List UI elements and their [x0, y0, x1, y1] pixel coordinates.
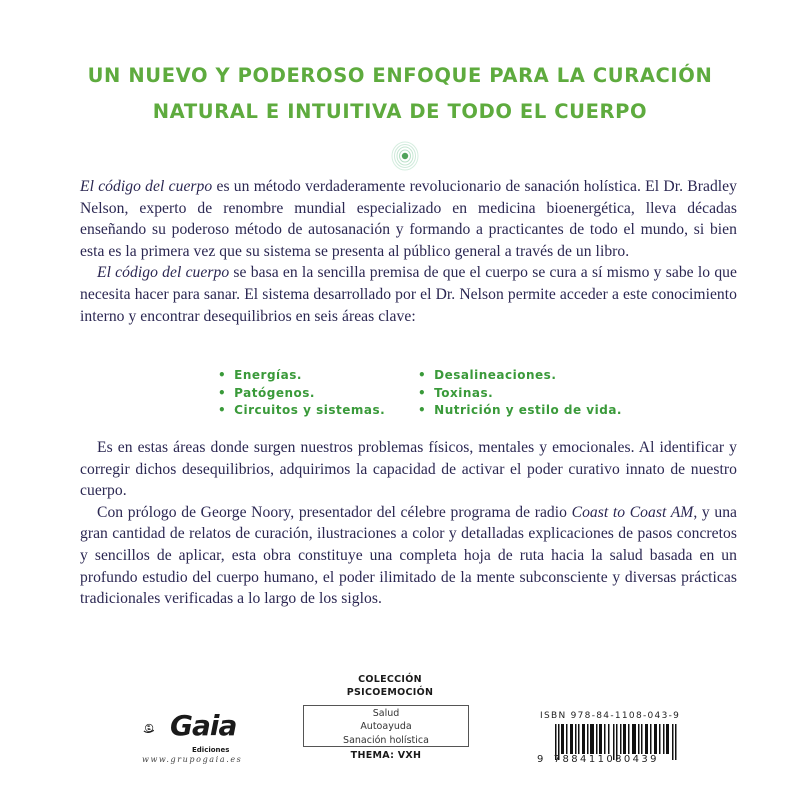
- category: Salud: [372, 708, 400, 719]
- list-item: • Nutrición y estilo de vida.: [418, 402, 638, 420]
- isbn-label: ISBN 978-84-1108-043-9: [540, 711, 681, 721]
- headline: [0, 58, 800, 130]
- book-title-italic: El código del cuerpo: [97, 264, 230, 282]
- concentric-circles-icon: [391, 141, 419, 171]
- globe-icon: [143, 710, 183, 750]
- paragraph-3: Es en estas áreas donde surgen nuestros problemas físicos, mentales y emocionales. Al identificar y corregir dichos desequilibrios, adquirimos la capacidad de activar el poder curativo innato de nuestro cuerpo.: [80, 439, 737, 500]
- list-item: • Energías.: [218, 367, 418, 385]
- thema-code: THEMA: VXH: [350, 750, 422, 761]
- publisher-logo: Gaia: [170, 709, 237, 742]
- collection-name: COLECCIÓN PSICOEMOCIÓN: [346, 674, 434, 698]
- isbn-digits: 9 788411080439: [537, 754, 659, 765]
- category: Sanación holística: [343, 734, 429, 746]
- categories-box: [303, 705, 469, 747]
- key-areas-list: [218, 367, 638, 420]
- paragraph-4: Con prólogo de George Noory, presentador del célebre programa de radio Coast to Coast AM, y una gran cantidad de relatos de curación, ilustraciones a color y detalladas explicaciones de pasos concretos y sencillos de aplicar, esta obra constituye una completa hoja de ruta hacia la salud basada en un profundo estudio del cuerpo humano, el poder ilimitado de la mente subconsciente y diversas prácticas tradicionales verificadas a lo largo de los siglos.: [80, 503, 738, 608]
- category: Autoayuda: [360, 721, 412, 733]
- list-item: • Desalineaciones.: [418, 367, 638, 385]
- description-bottom: [80, 437, 737, 610]
- list-item: • Toxinas.: [418, 385, 638, 403]
- list-item: • Patógenos.: [218, 385, 418, 403]
- headline-line-1: UN NUEVO Y PODEROSO ENFOQUE PARA LA CURACIÓN: [87, 64, 713, 87]
- list-item: • Circuitos y sistemas.: [218, 402, 418, 420]
- publisher-url: www.grupogaia.es: [142, 755, 243, 764]
- paragraph-1: El código del cuerpo es un método verdaderamente revolucionario de sanación holística. El Dr. Bradley Nelson, experto de renombre mundial especializado en medicina bioenergética, lleva décadas enseñando su poderoso método de autosanación y formando a practicantes de todo el mundo, si bien esta es la primera vez que su sistema se presenta al público general a través de un libro.: [80, 178, 737, 260]
- publisher-sub: Ediciones: [192, 746, 230, 754]
- book-title-italic: El código del cuerpo: [80, 178, 213, 195]
- headline-line-2: NATURAL E INTUITIVA DE TODO EL CUERPO: [152, 100, 648, 123]
- paragraph-2: El código del cuerpo se basa en la sencilla premisa de que el cuerpo se cura a sí mismo y sabe lo que necesita hacer para sanar. El sistema desarrollado por el Dr. Nelson permite acceder a este conocimiento interno y encontrar desequilibrios en seis áreas clave:: [80, 264, 737, 325]
- radio-show-italic: Coast to Coast AM: [571, 503, 694, 521]
- description-top: [80, 176, 737, 327]
